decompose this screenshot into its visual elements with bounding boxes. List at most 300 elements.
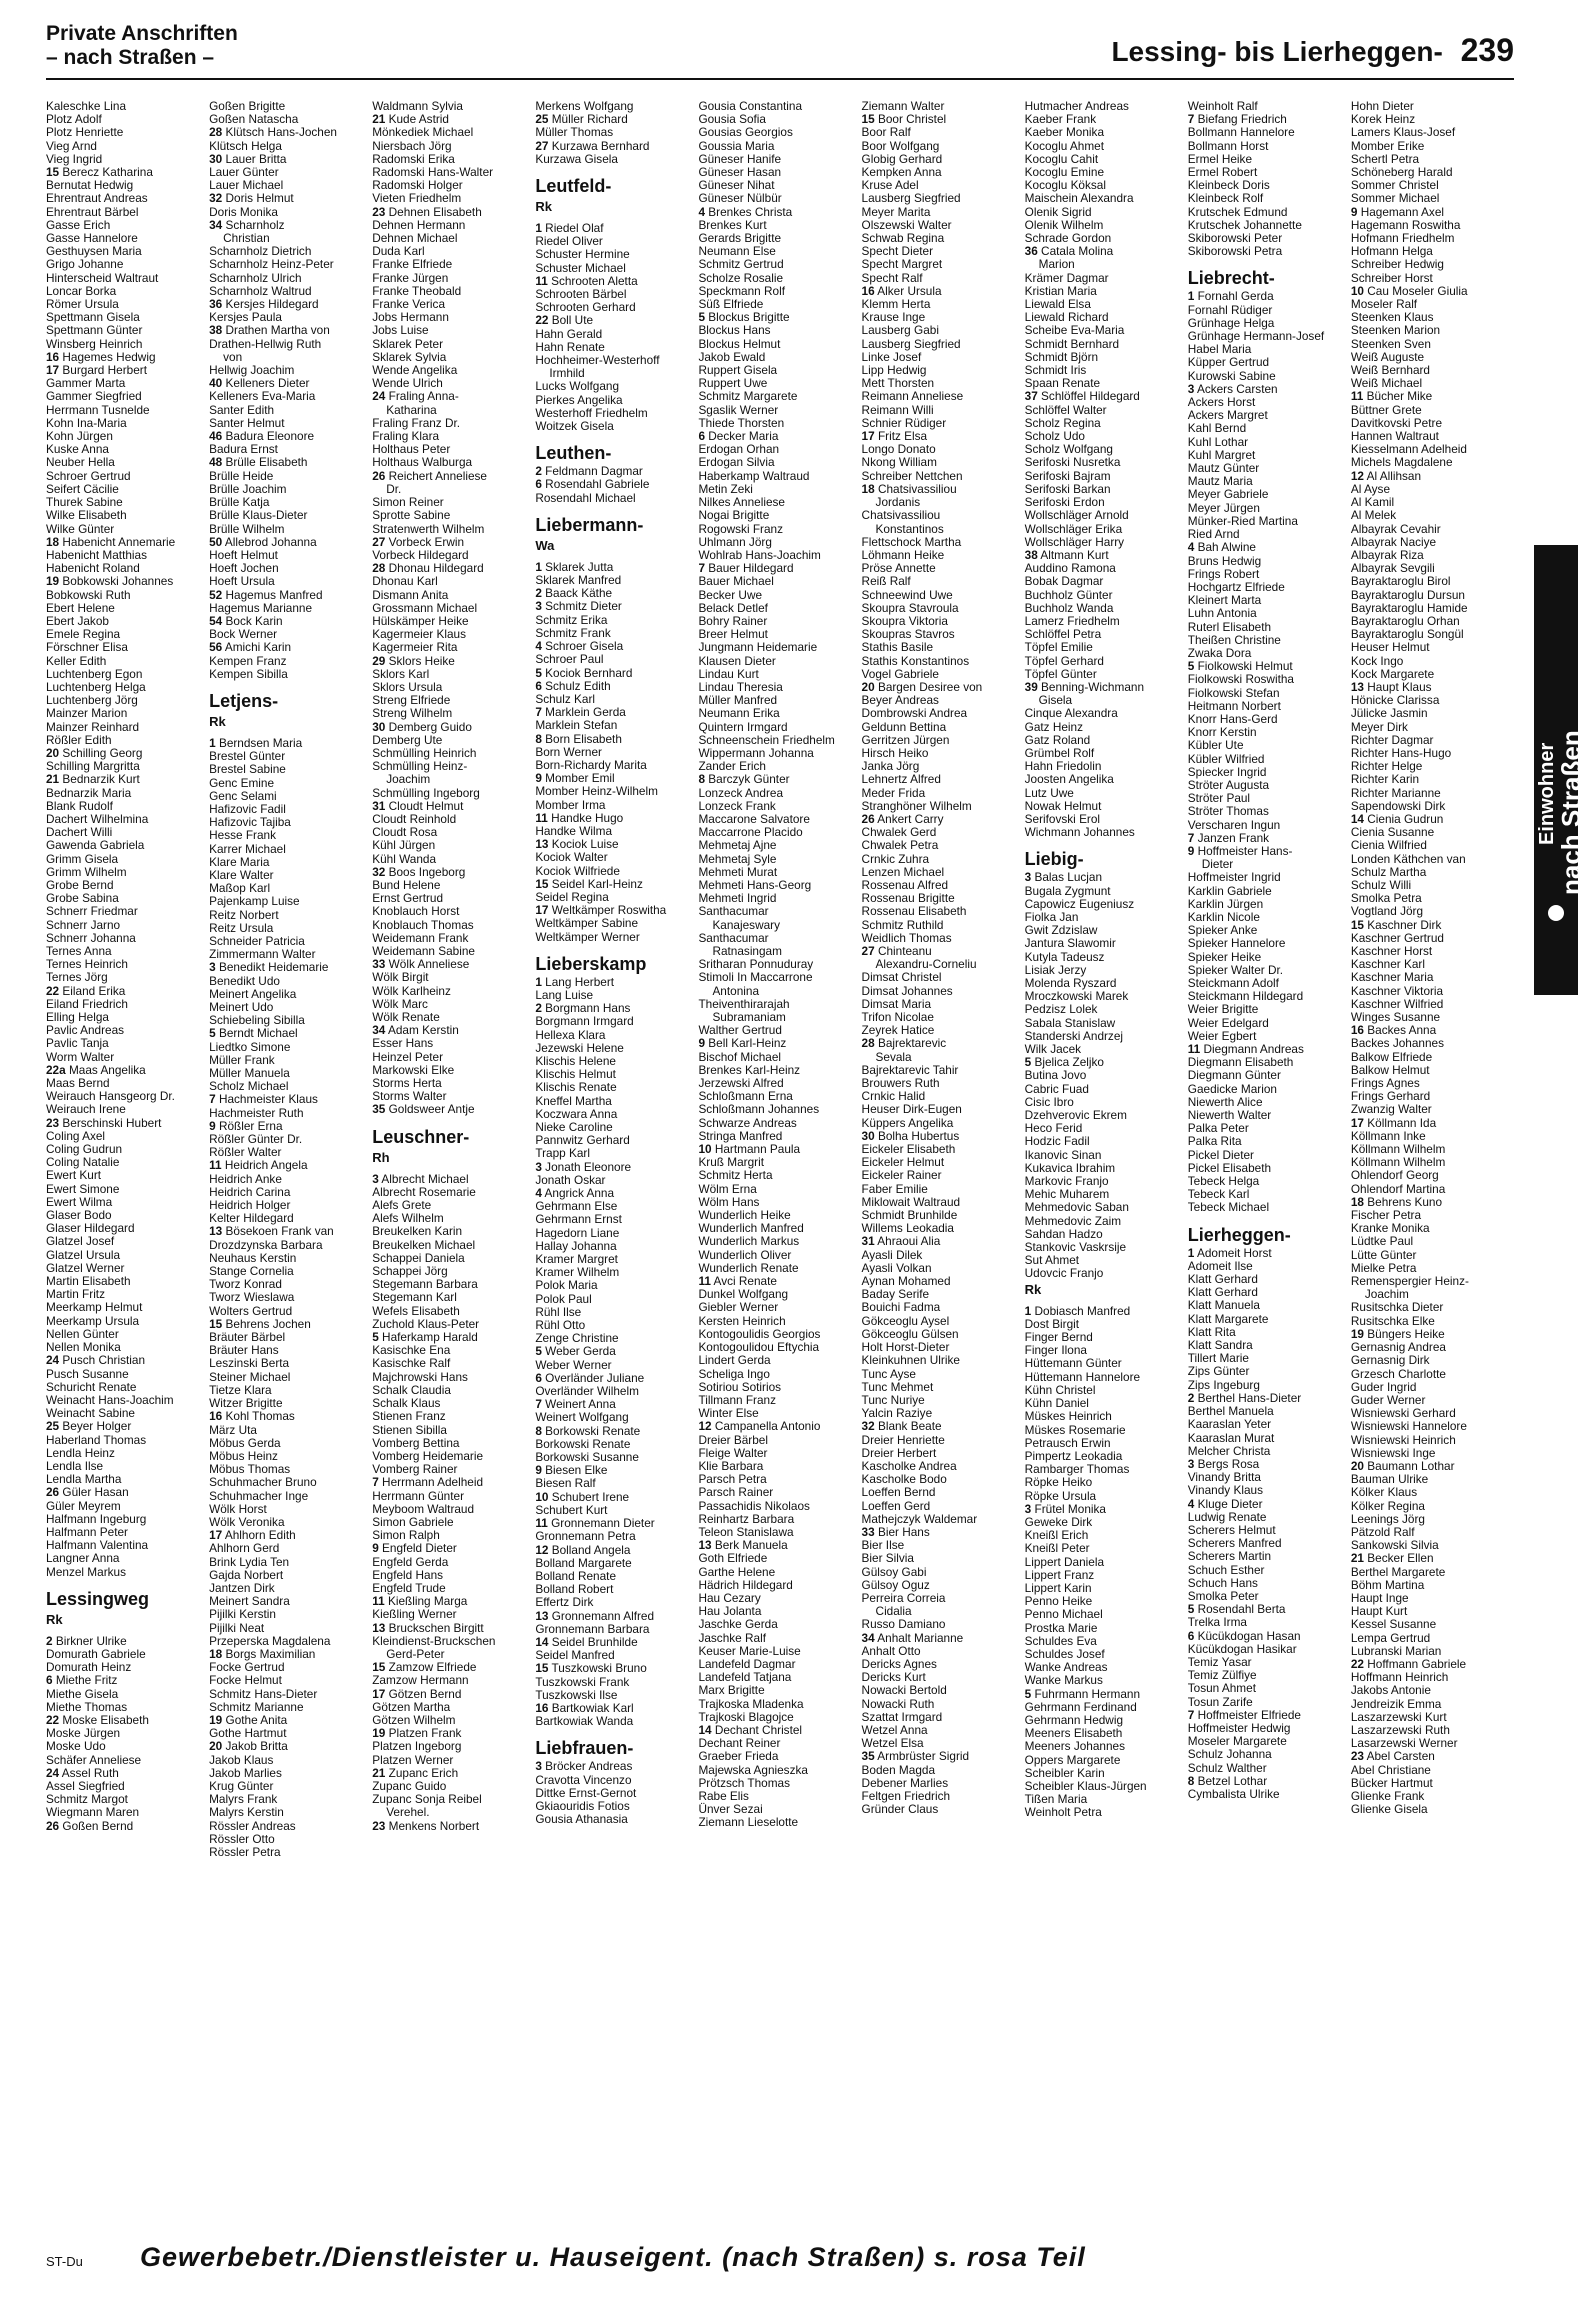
house-number: 8 — [535, 731, 542, 746]
resident-entry: Zips Ingeburg — [1187, 1377, 1260, 1392]
house-number: 26 — [372, 468, 386, 483]
house-number: 16 — [209, 1409, 223, 1424]
house-number: 28 — [861, 1036, 875, 1051]
resident-entry: Liewald Elsa — [1024, 297, 1091, 312]
resident-entry: Dreier Henriette — [861, 1432, 945, 1447]
resident-entry: Kocoglu Köksal — [1024, 178, 1106, 193]
resident-entry: 10 Hartmann Paula — [698, 1142, 801, 1157]
resident-entry: Nogai Brigitte — [698, 508, 770, 523]
street-heading: Lessingweg — [46, 1588, 150, 1609]
resident-entry: Wende Angelika — [372, 363, 458, 378]
resident-entry: 9 Engfeld Dieter — [372, 1541, 457, 1556]
house-number: 7 — [1187, 830, 1195, 845]
resident-entry: Simon Reiner — [372, 495, 444, 510]
side-tab-line1: Einwohner — [1536, 742, 1558, 845]
house-number: 36 — [209, 297, 223, 312]
resident-entry: Hau Cezary — [698, 1590, 761, 1605]
resident-entry: Röpke Ursula — [1024, 1488, 1097, 1503]
resident-entry: Pedzisz Lolek — [1024, 1002, 1098, 1017]
resident-entry: Weiß Michael — [1350, 376, 1423, 391]
resident-entry: Hagemann Roswitha — [1350, 217, 1461, 232]
resident-entry: 52 Hagemus Manfred — [209, 587, 323, 602]
resident-entry: Balkow Helmut — [1350, 1062, 1430, 1077]
house-number: 15 — [372, 1660, 386, 1675]
resident-entry: Schrooten Bärbel — [535, 287, 627, 302]
resident-entry: Hoeft Jochen — [209, 561, 279, 576]
resident-entry: Walther Gertrud — [698, 1023, 782, 1038]
house-number: 16 — [1350, 1023, 1364, 1038]
resident-entry: Zupanc Guido — [372, 1778, 447, 1793]
resident-entry: Stratenwerth Wilhelm — [372, 521, 485, 536]
entry-continuation: Irmhild — [549, 366, 585, 381]
house-number: 24 — [46, 1353, 60, 1368]
resident-entry: 9 Hagemann Axel — [1350, 204, 1445, 219]
resident-entry: Finger Ilona — [1024, 1343, 1087, 1358]
resident-entry: Gkiaouridis Fotios — [535, 1798, 630, 1813]
resident-entry: Pierkes Angelika — [535, 392, 623, 407]
resident-entry: Kurowski Sabine — [1187, 368, 1276, 383]
house-number: 19 — [209, 1712, 223, 1727]
resident-entry: Lisiak Jerzy — [1024, 962, 1087, 977]
resident-entry: Boor Wolfgang — [861, 138, 940, 153]
resident-entry: Tosun Ahmet — [1187, 1681, 1256, 1696]
resident-entry: Kempen Franz — [209, 653, 287, 668]
resident-entry: Glatzel Ursula — [46, 1247, 121, 1262]
resident-entry: Mroczkowski Marek — [1024, 989, 1129, 1004]
house-number: 2 — [535, 586, 542, 601]
resident-entry: März Uta — [209, 1422, 257, 1437]
resident-entry: 20 Bargen Desiree von — [861, 679, 983, 694]
resident-entry: Meyer Jürgen — [1187, 500, 1260, 515]
house-number: 1 — [535, 974, 542, 989]
resident-entry: Geweke Dirk — [1024, 1514, 1093, 1529]
resident-entry: Weidlich Thomas — [861, 930, 952, 945]
resident-entry: Karrer Michael — [209, 841, 286, 856]
resident-entry: Hülskämper Heike — [372, 613, 469, 628]
resident-entry: Köllmann Inke — [1350, 1128, 1426, 1143]
resident-entry: Ohlendorf Martina — [1350, 1181, 1446, 1196]
resident-entry: Wisniewski Hannelore — [1350, 1419, 1467, 1434]
resident-entry: Dehnen Michael — [372, 231, 458, 246]
resident-entry: Moske Udo — [46, 1739, 106, 1754]
resident-entry: Kühn Christel — [1024, 1382, 1096, 1397]
house-number: 10 — [535, 1489, 549, 1504]
house-number: 25 — [46, 1419, 60, 1434]
resident-entry: Maischein Alexandra — [1024, 191, 1134, 206]
resident-entry: Zips Günter — [1187, 1364, 1250, 1379]
resident-entry: Landefeld Tatjana — [698, 1670, 792, 1685]
resident-entry: Bednarzik Maria — [46, 785, 132, 800]
resident-entry: Hesse Frank — [209, 828, 276, 843]
resident-entry: Spettmann Gisela — [46, 310, 140, 325]
resident-entry: Sgaslik Werner — [698, 402, 779, 417]
house-number: 13 — [372, 1620, 386, 1635]
resident-entry: Pijilki Kerstin — [209, 1607, 276, 1622]
resident-entry: Menzel Markus — [46, 1564, 126, 1579]
resident-entry: Schlöffel Walter — [1024, 402, 1107, 417]
resident-entry: 15 Boor Christel — [861, 112, 947, 127]
resident-entry: Markowski Elke — [372, 1062, 455, 1077]
resident-entry: Borkowski Susanne — [535, 1450, 639, 1465]
resident-entry: Born-Richardy Marita — [535, 757, 647, 772]
resident-entry: Sommer Michael — [1350, 191, 1440, 206]
resident-entry: Gehrmann Hedwig — [1024, 1712, 1124, 1727]
resident-entry: Mautz Maria — [1187, 474, 1253, 489]
resident-entry: Lauer Michael — [209, 178, 284, 193]
resident-entry: 21 Bednarzik Kurt — [46, 772, 140, 787]
resident-entry: Kaleschke Lina — [46, 99, 127, 113]
resident-entry: Born Werner — [535, 744, 602, 759]
house-number: 24 — [46, 1765, 60, 1780]
resident-entry: Brink Lydia Ten — [209, 1554, 290, 1569]
resident-entry: Schulz Johanna — [1187, 1747, 1272, 1762]
resident-entry: Garthe Helene — [698, 1564, 776, 1579]
resident-entry: Skiborowski Petra — [1187, 244, 1283, 259]
resident-entry: Hellexa Klara — [535, 1027, 606, 1042]
resident-entry: Baday Serife — [861, 1287, 930, 1302]
resident-entry: Liedtko Simone — [209, 1039, 291, 1054]
resident-entry: 27 Vorbeck Erwin — [372, 534, 465, 549]
resident-entry: Scholz Wolfgang — [1024, 442, 1113, 457]
resident-entry: Klatt Manuela — [1187, 1298, 1260, 1313]
resident-entry: Wilke Elisabeth — [46, 508, 127, 523]
resident-entry: Bischof Michael — [698, 1049, 782, 1064]
resident-entry: Lipp Hedwig — [861, 363, 927, 378]
resident-entry: Wunderlich Manfred — [698, 1221, 804, 1236]
entry-continuation: Cidalia — [875, 1604, 912, 1619]
resident-entry: 14 Cienia Gudrun — [1350, 811, 1444, 826]
house-number: 9 — [698, 1036, 705, 1051]
resident-entry: 26 Güler Hasan — [46, 1485, 129, 1500]
resident-entry: Pannwitz Gerhard — [535, 1133, 630, 1148]
resident-entry: Steenken Klaus — [1350, 310, 1434, 325]
resident-entry: Cinque Alexandra — [1024, 706, 1118, 721]
resident-entry: Lonzeck Frank — [698, 798, 776, 813]
resident-entry: Grimm Wilhelm — [46, 864, 127, 879]
house-number: 22 — [46, 983, 60, 998]
resident-entry: Krutschek Edmund — [1187, 204, 1288, 219]
resident-entry: Sklarek Peter — [372, 336, 444, 351]
resident-entry: Sklors Ursula — [372, 679, 443, 694]
resident-entry: Albayrak Riza — [1350, 547, 1424, 562]
resident-entry: Lindert Gerda — [698, 1353, 771, 1368]
resident-entry: Habenicht Roland — [46, 561, 140, 576]
resident-entry: 23 Berschinski Hubert — [46, 1115, 162, 1130]
resident-entry: Hagedorn Liane — [535, 1225, 620, 1240]
resident-entry: 7 Janzen Frank — [1187, 830, 1270, 845]
resident-entry: 40 Kelleners Dieter — [209, 376, 310, 391]
resident-entry: Halfmann Peter — [46, 1524, 128, 1539]
resident-entry: 24 Fraling Anna- — [372, 389, 459, 404]
resident-entry: Heuser Dirk-Eugen — [861, 1102, 962, 1117]
resident-entry: Speckmann Rolf — [698, 283, 785, 298]
resident-entry: Kleinbeck Rolf — [1187, 191, 1264, 206]
resident-entry: 5 Weber Gerda — [535, 1344, 616, 1359]
resident-entry: 13 Bruckschen Birgitt — [372, 1620, 484, 1635]
header-section-subtitle: – nach Straßen – — [46, 46, 215, 69]
resident-entry: Brouwers Ruth — [861, 1076, 940, 1091]
resident-entry: Nieke Caroline — [535, 1120, 613, 1134]
resident-entry: Remenspergier Heinz- — [1350, 1274, 1469, 1289]
house-number: 37 — [1024, 389, 1038, 404]
resident-entry: Wunderlich Renate — [698, 1260, 799, 1275]
resident-entry: Haupt Kurt — [1350, 1604, 1408, 1619]
entry-continuation: Antonina — [712, 983, 760, 998]
resident-entry: Weirauch Irene — [46, 1102, 126, 1117]
house-number: 7 — [1187, 1707, 1195, 1722]
resident-entry: Münker-Ried Martina — [1187, 513, 1298, 528]
resident-entry: 15 Berecz Katharina — [46, 165, 153, 180]
resident-entry: Krutschek Johannette — [1187, 217, 1302, 232]
resident-entry: Lausberg Gabi — [861, 323, 939, 338]
resident-entry: Landefeld Dagmar — [698, 1656, 796, 1671]
resident-entry: Ernst Gertrud — [372, 891, 444, 906]
house-number: 33 — [372, 957, 386, 972]
house-number: 32 — [209, 191, 223, 206]
resident-entry: Schmitz Margot — [46, 1792, 128, 1807]
resident-entry: 12 Bolland Angela — [535, 1542, 631, 1557]
resident-entry: Blank Rudolf — [46, 798, 113, 813]
resident-entry: Hirsch Heiko — [861, 745, 929, 760]
resident-entry: Gehrmann Else — [535, 1199, 618, 1214]
resident-entry: Pimpertz Leokadia — [1024, 1448, 1123, 1463]
resident-entry: Hoffmeister Ingrid — [1187, 870, 1281, 885]
resident-entry: 26 Goßen Bernd — [46, 1818, 134, 1833]
resident-entry: Perreira Correia — [861, 1590, 946, 1605]
house-number: 15 — [535, 1661, 549, 1676]
resident-entry: Kühl Wanda — [372, 851, 437, 866]
resident-entry: Brestel Sabine — [209, 762, 286, 777]
resident-entry: Drozdzynska Barbara — [209, 1237, 323, 1252]
resident-entry: Drathen-Hellwig Ruth — [209, 336, 322, 351]
house-number: 12 — [535, 1542, 549, 1557]
entry-continuation: Marion — [1038, 257, 1075, 272]
resident-entry: Wunderlich Markus — [698, 1234, 800, 1249]
resident-entry: Jungmann Heidemarie — [698, 640, 818, 655]
entry-continuation: Christian — [223, 231, 270, 246]
resident-entry: Schmidt Bernhard — [1024, 336, 1120, 351]
house-number: 35 — [372, 1102, 386, 1117]
resident-entry: 46 Badura Eleonore — [209, 429, 315, 444]
resident-entry: 10 Schubert Irene — [535, 1489, 630, 1504]
resident-entry: Lamers Klaus-Josef — [1350, 125, 1456, 140]
district-code: Rk — [46, 1611, 63, 1627]
resident-entry: Weidemann Sabine — [372, 944, 475, 958]
house-number: 20 — [209, 1739, 223, 1754]
resident-entry: Gülsoy Oguz — [861, 1577, 930, 1592]
resident-entry: Hinterscheid Waltraut — [46, 270, 159, 285]
resident-entry: Meerkamp Helmut — [46, 1300, 143, 1315]
resident-entry: Mehmedovic Zaim — [1024, 1213, 1122, 1228]
house-number: 39 — [1024, 679, 1038, 694]
resident-entry: 34 Anhalt Marianne — [861, 1630, 964, 1645]
resident-entry: Franke Theobald — [372, 283, 462, 298]
resident-entry: Ebert Jakob — [46, 613, 109, 628]
house-number: 1 — [209, 735, 216, 750]
resident-entry: Seidel Manfred — [535, 1648, 615, 1663]
resident-entry: Rambarger Thomas — [1024, 1462, 1130, 1477]
resident-entry: 15 Zamzow Elfriede — [372, 1660, 477, 1675]
resident-entry: Borgmann Irmgard — [535, 1014, 634, 1029]
resident-entry: Cienia Susanne — [1350, 825, 1435, 840]
resident-entry: 9 Bell Karl-Heinz — [698, 1036, 787, 1051]
resident-entry: 5 Haferkamp Harald — [372, 1330, 478, 1345]
resident-entry: Radomski Hans-Walter — [372, 165, 494, 180]
house-number: 3 — [1187, 381, 1195, 396]
resident-entry: Bolland Robert — [535, 1582, 614, 1597]
house-number: 10 — [1350, 283, 1364, 298]
resident-entry: Brestel Günter — [209, 749, 286, 764]
resident-entry: Kleindienst-Bruckschen — [372, 1633, 496, 1648]
resident-entry: Schlöffel Petra — [1024, 627, 1102, 642]
street-heading: Lierheggen- — [1187, 1224, 1291, 1245]
resident-entry: 11 Avci Renate — [698, 1274, 777, 1289]
resident-entry: Schalk Claudia — [372, 1382, 451, 1397]
resident-entry: Pavlic Andreas — [46, 1023, 125, 1038]
resident-entry: Genc Selami — [209, 788, 277, 803]
entry-continuation: Subramaniam — [712, 1010, 786, 1025]
house-number: 19 — [372, 1726, 386, 1741]
resident-entry: Plotz Henriette — [46, 125, 124, 140]
resident-entry: Bauer Michael — [698, 574, 774, 589]
resident-entry: 12 Al Allihsan — [1350, 468, 1422, 483]
resident-entry: Goussia Maria — [698, 138, 775, 153]
resident-entry: Grümbel Rolf — [1024, 745, 1095, 760]
resident-entry: Penno Michael — [1024, 1607, 1103, 1622]
resident-entry: Crnkic Zuhra — [861, 851, 930, 866]
resident-entry: Franke Verica — [372, 297, 445, 312]
resident-entry: Kleinkuhnen Ulrike — [861, 1353, 960, 1368]
house-number: 5 — [372, 1330, 379, 1345]
resident-entry: Vomberg Heidemarie — [372, 1448, 484, 1463]
resident-entry: Gousia Constantina — [698, 99, 803, 113]
resident-entry: 30 Demberg Guido — [372, 719, 472, 734]
house-number: 19 — [1350, 1326, 1364, 1341]
resident-entry: Momber Irma — [535, 797, 606, 812]
resident-entry: Schneewind Uwe — [861, 587, 953, 602]
resident-entry: Klausen Dieter — [698, 653, 776, 668]
district-code: Wa — [535, 537, 555, 553]
resident-entry: Töpfel Emilie — [1024, 640, 1093, 655]
header-section-title: Private Anschriften — [46, 22, 238, 45]
resident-entry: Schuch Esther — [1187, 1562, 1265, 1577]
resident-entry: Wiegmann Maren — [46, 1805, 140, 1820]
resident-entry: Feltgen Friedrich — [861, 1789, 951, 1803]
resident-entry: Franke Jürgen — [372, 270, 449, 285]
resident-entry: Cymbalista Ulrike — [1187, 1786, 1280, 1801]
house-number: 32 — [372, 864, 386, 879]
resident-entry: Santhacumar — [698, 904, 769, 919]
resident-entry: Tunc Ayse — [861, 1366, 916, 1381]
resident-entry: Langner Anna — [46, 1551, 120, 1566]
resident-entry: Glatzel Werner — [46, 1260, 125, 1275]
house-number: 6 — [46, 1673, 53, 1688]
resident-entry: Heuser Helmut — [1350, 640, 1430, 655]
resident-entry: 23 Dehnen Elisabeth — [372, 204, 482, 219]
resident-entry: Schulz Karl — [535, 691, 595, 706]
resident-entry: Steenken Marion — [1350, 323, 1441, 338]
resident-entry: Bayraktaroglu Birol — [1350, 574, 1451, 589]
resident-entry: Gülsoy Gabi — [861, 1564, 927, 1579]
resident-entry: Ruterl Elisabeth — [1187, 619, 1272, 634]
resident-entry: Engfeld Gerda — [372, 1554, 449, 1569]
resident-entry: Engfeld Trude — [372, 1580, 446, 1595]
house-number: 26 — [861, 811, 875, 826]
resident-entry: Tebeck Helga — [1187, 1174, 1260, 1189]
resident-entry: Lucks Wolfgang — [535, 379, 620, 394]
resident-entry: Jendreizik Emma — [1350, 1696, 1442, 1711]
resident-entry: Müskes Heinrich — [1024, 1409, 1112, 1424]
resident-entry: Müller Manfred — [698, 693, 778, 708]
house-number: 15 — [209, 1316, 223, 1331]
resident-entry: Biesen Ralf — [535, 1476, 596, 1491]
resident-entry: Schmitz Ruthild — [861, 917, 944, 932]
house-number: 27 — [535, 138, 549, 153]
resident-entry: Ruppert Uwe — [698, 376, 768, 391]
house-number: 21 — [372, 1765, 386, 1780]
resident-entry: Kaschner Karl — [1350, 957, 1425, 972]
resident-entry: Hoffmeister Hedwig — [1187, 1720, 1291, 1735]
resident-entry: Scholz Udo — [1024, 429, 1085, 444]
house-number: 3 — [1187, 1456, 1195, 1471]
resident-entry: Dachert Wilhelmina — [46, 811, 149, 826]
resident-entry: Chatsivassiliou — [861, 508, 941, 523]
house-number: 22 — [1350, 1656, 1364, 1671]
resident-entry: Diegmann Elisabeth — [1187, 1055, 1294, 1070]
resident-entry: Kaaraslan Murat — [1187, 1430, 1275, 1445]
entry-continuation: Alexandru-Corneliu — [875, 957, 977, 972]
house-number: 12 — [698, 1419, 712, 1434]
resident-entry: Bayraktaroglu Hamide — [1350, 600, 1468, 615]
resident-entry: Witzer Brigitte — [209, 1396, 283, 1411]
resident-entry: Heidrich Anke — [209, 1171, 282, 1186]
house-number: 25 — [535, 112, 549, 127]
resident-entry: Nellen Günter — [46, 1326, 119, 1341]
resident-entry: 7 Herrmann Adelheid — [372, 1475, 484, 1490]
resident-entry: Zamzow Hermann — [372, 1673, 469, 1688]
resident-entry: 21 Kude Astrid — [372, 112, 449, 127]
resident-entry: Ohlendorf Georg — [1350, 1168, 1439, 1183]
resident-entry: Pavlic Tanja — [46, 1036, 109, 1051]
resident-entry: Reimann Willi — [861, 402, 934, 417]
resident-entry: Domurath Heinz — [46, 1660, 132, 1675]
resident-entry: Kurzawa Gisela — [535, 151, 618, 166]
resident-entry: Kneffel Martha — [535, 1093, 612, 1108]
resident-entry: Emele Regina — [46, 627, 121, 642]
resident-entry: Genc Emine — [209, 775, 275, 790]
resident-entry: Moseler Margarete — [1187, 1734, 1287, 1749]
resident-entry: Rößler Edith — [46, 732, 112, 747]
resident-entry: Schuldes Eva — [1024, 1633, 1097, 1648]
resident-entry: Kübler Wilfried — [1187, 751, 1265, 766]
resident-entry: Klischis Helmut — [535, 1067, 616, 1082]
resident-entry: Frings Gerhard — [1350, 1089, 1431, 1104]
house-number: 22 — [535, 313, 549, 328]
house-number: 29 — [372, 653, 386, 668]
resident-entry: Markovic Franjo — [1024, 1174, 1109, 1189]
side-tab — [1534, 545, 1586, 995]
house-number: 5 — [535, 665, 542, 680]
resident-entry: Prötzsch Thomas — [698, 1775, 791, 1790]
resident-entry: Köllmann Wilhelm — [1350, 1142, 1446, 1157]
resident-entry: Przeperska Magdalena — [209, 1633, 331, 1648]
resident-entry: Kaeber Frank — [1024, 112, 1097, 127]
resident-entry: Spieker Hannelore — [1187, 936, 1286, 951]
column-7 — [1025, 100, 1188, 2200]
resident-entry: Ludwig Renate — [1187, 1509, 1267, 1524]
house-number: 5 — [209, 1026, 216, 1041]
resident-entry: Kübler Ute — [1187, 738, 1244, 753]
